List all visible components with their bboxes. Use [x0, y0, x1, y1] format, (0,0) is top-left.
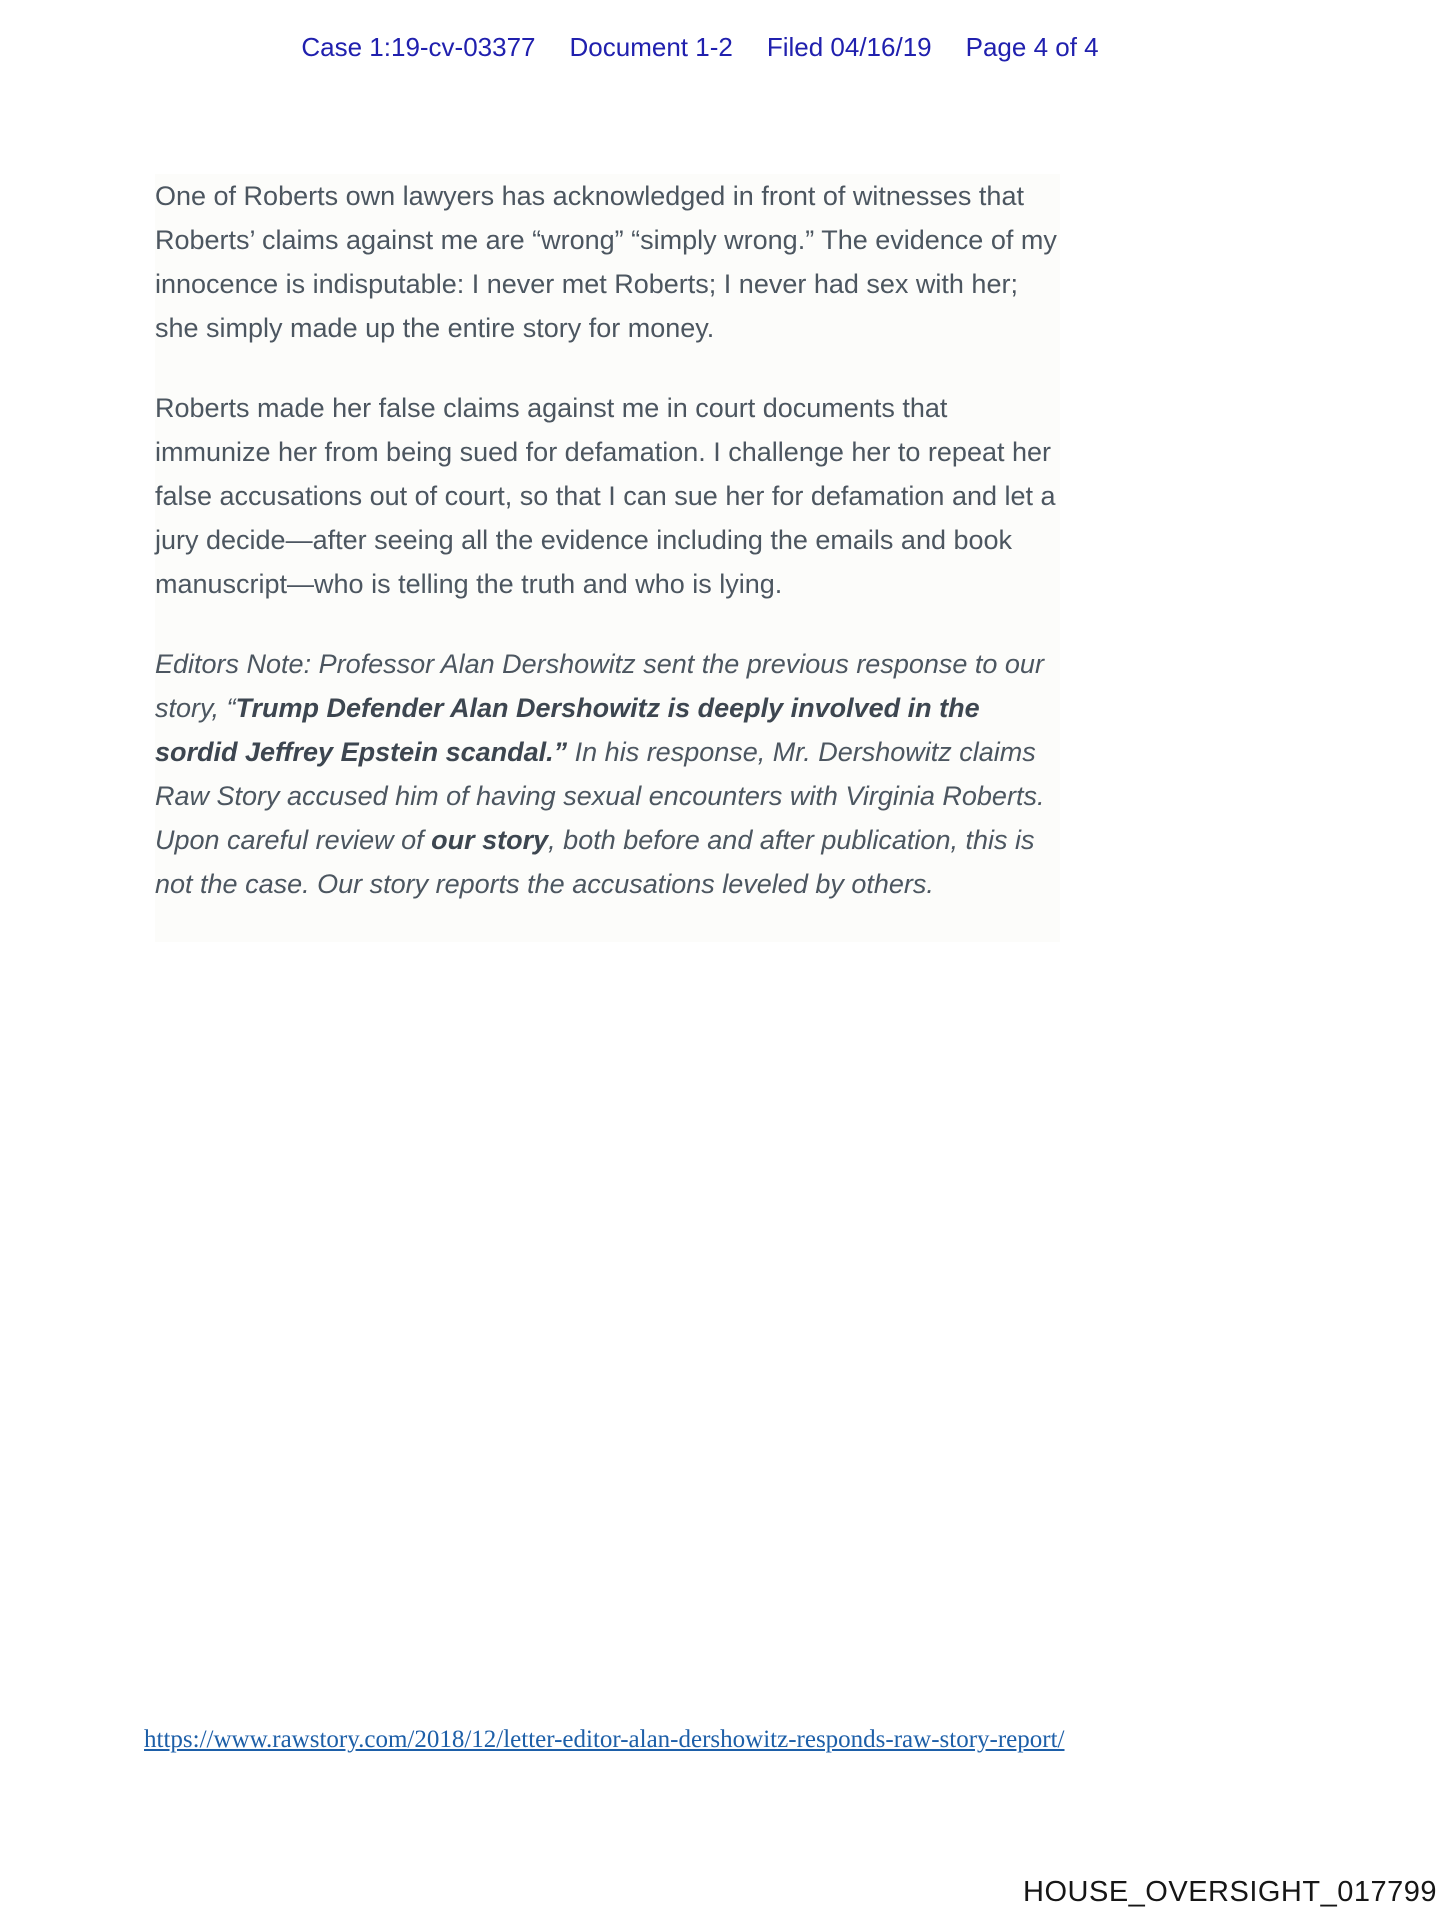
- editors-note-story-title: Trump Defender Alan Dershowitz is deeply involved in the sordid Jeffrey Epstein scandal.”: [155, 693, 980, 767]
- header-page-number: Page 4 of 4: [965, 32, 1099, 62]
- source-link-row: [144, 1726, 1065, 1754]
- header-document-number: Document 1-2: [569, 32, 733, 62]
- court-filing-header: [0, 32, 1400, 63]
- rawstory-source-link[interactable]: https://www.rawstory.com/2018/12/letter-editor-alan-dershowitz-responds-raw-story-report/: [144, 1726, 1065, 1753]
- editors-note: [155, 642, 1060, 906]
- paragraph-defamation-challenge: Roberts made her false claims against me in court documents that immunize her from being sued for defamation. I challenge her to repeat her false accusations out of court, so that I can sue her for defamation and let a jury decide—after seeing all the evidence including the emails and book manuscript—who is telling the truth and who is lying.: [155, 393, 1056, 599]
- header-filed-date: Filed 04/16/19: [766, 32, 932, 62]
- editors-note-intro: Editors Note: Professor Alan Dershowitz sent the previous response to our story, “: [155, 649, 1044, 723]
- editors-note-middle: In his response, Mr. Dershowitz claims Raw Story accused him of having sexual encounters with Virginia Roberts. Upon careful review of: [155, 737, 1045, 855]
- bates-number: HOUSE_OVERSIGHT_017799: [1023, 1876, 1437, 1908]
- editors-note-our-story: our story: [431, 825, 549, 855]
- header-case-number: Case 1:19-cv-03377: [301, 32, 536, 62]
- paragraph-innocence-claim: One of Roberts own lawyers has acknowledged in front of witnesses that Roberts’ claims against me are “wrong” “simply wrong.” The evidence of my innocence is indisputable: I never met Roberts; I never had sex with her; she simply made up the entire story for money.: [155, 181, 1057, 343]
- editors-note-end: , both before and after publication, this is not the case. Our story reports the accusations leveled by others.: [155, 825, 1035, 899]
- letter-body: [155, 174, 1060, 942]
